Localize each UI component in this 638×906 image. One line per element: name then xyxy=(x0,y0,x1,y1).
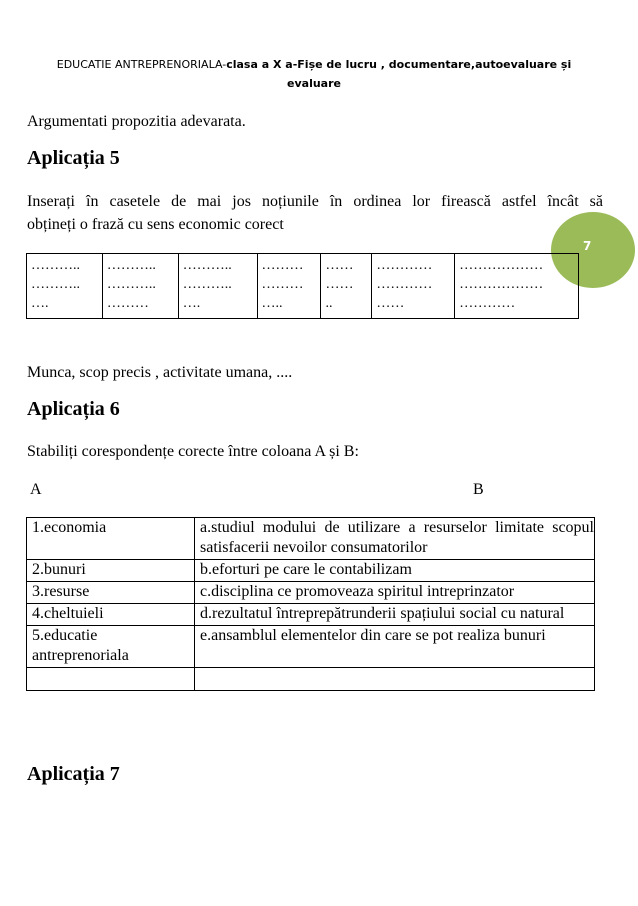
box-line: ……… xyxy=(106,296,149,311)
column-a-cell xyxy=(27,668,195,691)
header-line-2: evaluare xyxy=(287,77,341,90)
app5-words: Munca, scop precis , activitate umana, .... xyxy=(27,364,293,381)
box-line: ………… xyxy=(459,296,516,311)
app7-title: Aplicația 7 xyxy=(27,763,120,785)
column-b-cell: e.ansamblul elementelor din care se pot realiza bunuri xyxy=(195,626,595,668)
box-line: ………… xyxy=(376,258,433,273)
table-row-empty xyxy=(27,668,595,691)
box-line: ……… xyxy=(261,258,304,273)
table-row xyxy=(27,604,595,626)
app5-title: Aplicația 5 xyxy=(27,147,120,169)
column-b-cell: b.eforturi pe care le contabilizam xyxy=(195,560,595,582)
box-line: …. xyxy=(182,296,201,311)
header-subject: EDUCATIE ANTREPRENORIALA- xyxy=(56,58,227,71)
column-a-cell: 1.economia xyxy=(27,518,195,560)
box-line: ……….. xyxy=(106,277,156,292)
app5-box[interactable] xyxy=(27,254,103,319)
app6-title: Aplicația 6 xyxy=(27,398,120,420)
header-class-title: clasa a X a-Fișe de lucru , documentare,autoevaluare și xyxy=(226,58,572,71)
box-line: …… xyxy=(325,258,354,273)
column-b-label: B xyxy=(473,481,484,498)
box-line: .. xyxy=(325,296,333,311)
page-number: 7 xyxy=(583,239,592,253)
intro-text: Argumentati propozitia adevarata. xyxy=(27,113,246,130)
table-row xyxy=(27,518,595,560)
app5-box[interactable] xyxy=(102,254,178,319)
column-b-cell: a.studiul modului de utilizare a resurselor limitate scopul satisfacerii nevoilor consumatorilor xyxy=(195,518,595,560)
document-header xyxy=(34,55,594,93)
app6-instruction: Stabiliți corespondențe corecte între coloana A și B: xyxy=(27,443,359,460)
app5-box[interactable] xyxy=(178,254,257,319)
app5-box[interactable] xyxy=(321,254,372,319)
column-a-cell: 5.educatie antreprenoriala xyxy=(27,626,195,668)
box-line: ……….. xyxy=(182,277,232,292)
column-a-cell: 3.resurse xyxy=(27,582,195,604)
box-line: ……………… xyxy=(459,258,544,273)
table-row xyxy=(27,560,595,582)
column-b-cell: c.disciplina ce promoveaza spiritul intreprinzator xyxy=(195,582,595,604)
box-line: ……….. xyxy=(31,277,80,292)
box-line: …… xyxy=(325,277,354,292)
app5-box[interactable] xyxy=(372,254,455,319)
app5-box[interactable] xyxy=(257,254,321,319)
box-line: …… xyxy=(376,296,405,311)
box-line: …. xyxy=(31,296,49,311)
app5-instruction-line2: obțineți o frază cu sens economic corect xyxy=(27,216,284,233)
box-line: ……… xyxy=(261,277,304,292)
table-row xyxy=(27,582,595,604)
column-a-label: A xyxy=(30,481,42,498)
column-b-cell: d.rezultatul întreprepătrunderii spațiului social cu natural xyxy=(195,604,595,626)
app5-instruction-line1: Inserați în casetele de mai jos noțiunile în ordinea lor firească astfel încât să xyxy=(27,193,603,210)
box-line: ……….. xyxy=(106,258,156,273)
app5-boxes-row xyxy=(27,254,579,319)
column-a-cell: 4.cheltuieli xyxy=(27,604,195,626)
header-line-1 xyxy=(34,55,594,74)
app5-box[interactable] xyxy=(455,254,579,319)
table-row xyxy=(27,626,595,668)
box-line: ………… xyxy=(376,277,433,292)
box-line: ……………… xyxy=(459,277,544,292)
box-line: ……….. xyxy=(31,258,80,273)
app6-matching-table xyxy=(26,517,595,691)
app5-boxes-table xyxy=(26,253,579,319)
column-a-cell: 2.bunuri xyxy=(27,560,195,582)
column-b-cell xyxy=(195,668,595,691)
box-line: ……….. xyxy=(182,258,232,273)
box-line: ….. xyxy=(261,296,283,311)
